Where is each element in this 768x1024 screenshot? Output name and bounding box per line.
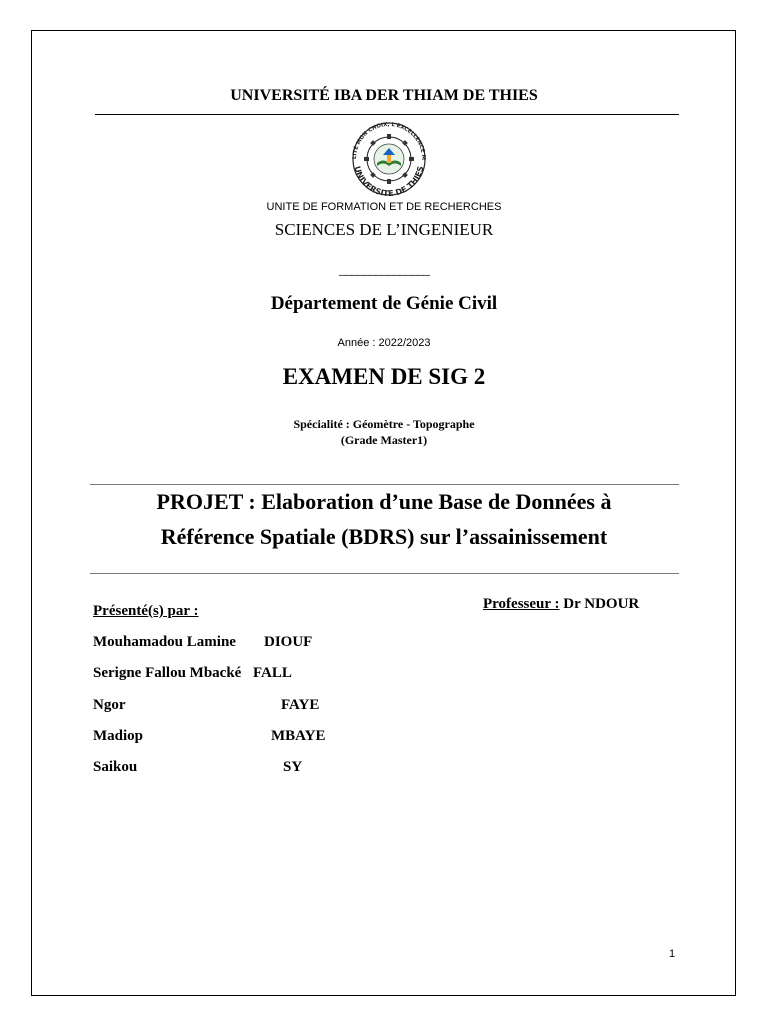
speciality: Spécialité : Géomètre - Topographe (293, 417, 475, 431)
project-title-line2: Référence Spatiale (BDRS) sur l’assainissement (160, 524, 608, 549)
page-number: 1 (669, 948, 676, 960)
professor-label: Professeur : (483, 596, 560, 612)
header-rule (95, 114, 679, 115)
professor (483, 596, 639, 613)
grade: (Grade Master1) (340, 433, 428, 447)
department-name: Département de Génie Civil (270, 293, 498, 314)
academic-year: Année : 2022/2023 (337, 337, 431, 349)
project-bottom-rule (90, 573, 679, 574)
exam-title: EXAMEN DE SIG 2 (282, 364, 486, 389)
ufr-label: UNITE DE FORMATION ET DE RECHERCHES (266, 201, 502, 213)
university-logo (344, 117, 434, 197)
svg-text:UNIVERSITE DE THIES: UNIVERSITE DE THIES (352, 165, 426, 197)
professor-name: Dr NDOUR (559, 596, 640, 612)
student-first-name: Madiop (93, 728, 144, 744)
student-last-name: FAYE (281, 697, 320, 713)
student-last-name: DIOUF (264, 634, 313, 650)
student-first-name: Saikou (93, 759, 138, 775)
separator-line: _______________ (339, 263, 429, 278)
student-last-name: SY (283, 759, 303, 775)
ufr-name: SCIENCES DE L’INGENIEUR (274, 220, 494, 239)
student-first-name: Mouhamadou Lamine (93, 634, 236, 650)
student-last-name: MBAYE (271, 728, 326, 744)
project-title-line1: PROJET : Elaboration d’une Base de Données à (156, 489, 612, 514)
student-first-name: Ngor (93, 697, 126, 713)
presenters-label: Présenté(s) par : (93, 603, 199, 619)
project-top-rule (90, 484, 679, 485)
university-name: UNIVERSITÉ IBA DER THIAM DE THIES (230, 87, 538, 104)
student-last-name: FALL (253, 665, 292, 681)
student-first-name: Serigne Fallou Mbacké (93, 665, 242, 681)
svg-text:L'HUMILITÉ MON CHOIX, L'EXCELL: LITÉ MON CHOIX, L'EXCELLENCE M (351, 121, 427, 161)
